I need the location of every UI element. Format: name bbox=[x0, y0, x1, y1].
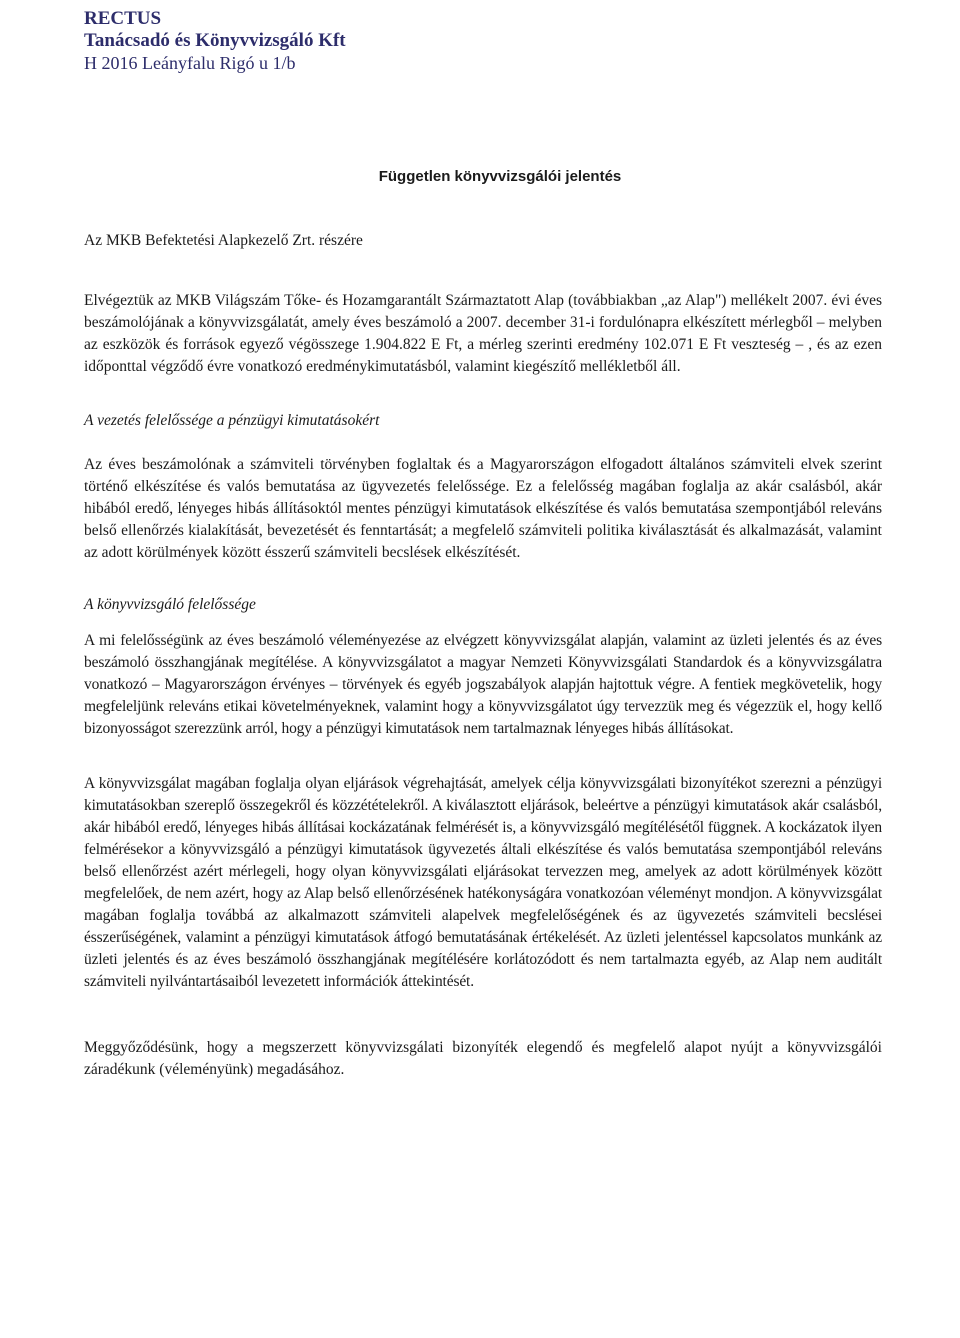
company-full-name: Tanácsadó és Könyvvizsgáló Kft bbox=[84, 30, 346, 51]
management-responsibility-heading: A vezetés felelőssége a pénzügyi kimutatásokért bbox=[84, 412, 380, 429]
report-addressee: Az MKB Befektetési Alapkezelő Zrt. részére bbox=[84, 232, 363, 249]
audit-procedures-paragraph: A könyvvizsgálat magában foglalja olyan eljárások végrehajtását, amelyek célja könyvvizsgálati bizonyítékot szerezni a pénzügyi kimutatásokban szereplő összegekről és közzétételekről. A kiválasztott eljárások, beleértve a pénzügyi kimutatások akár csalásból, akár hibából eredő, lényeges hibás állításai kockázatának felmérését is, a könyvvizsgáló megítélésétől függnek. A kockázatok ilyen felmérésekor a könyvvizsgáló a pénzügyi kimutatások ügyvezetés általi elkészítése és valós bemutatása szempontjából releváns belső ellenőrzést azért mérlegeli, hogy olyan könyvvizsgálati eljárásokat tervezzen meg, amelyek az adott körülmények között megfelelőek, de nem azért, hogy az Alap belső ellenőrzésének hatékonyságára vonatkozóan véleményt mondjon. A könyvvizsgálat magában foglalja továbbá az alkalmazott számviteli alapelvek megfelelőségének és az ügyvezetés számviteli becslései ésszerűségének, valamint a pénzügyi kimutatások átfogó bemutatásának értékelését. Az üzleti jelentéssel kapcsolatos munkánk az üzleti jelentés és az éves beszámoló összhangjának megítélésére korlátozódott és nem tartalmazta egyéb, az Alap nem auditált számviteli nyilvántartásaiból levezetett információk áttekintését. bbox=[84, 775, 882, 990]
report-title: Független könyvvizsgálói jelentés bbox=[378, 168, 622, 185]
management-responsibility-paragraph: Az éves beszámolónak a számviteli törvényben foglaltak és a Magyarországon elfogadott általános számviteli elvek szerint történő elkészítése és valós bemutatása az ügyvezetés felelőssége. Ez a felelősség magában foglalja az akár csalásból, akár hibából eredő, lényeges hibás állításoktól mentes pénzügyi kimutatások elkészítése és valós bemutatása szempontjából releváns belső ellenőrzés kialakítását, bevezetését és fenntartását; a megfelelő számviteli politika kiválasztását és alkalmazását, valamint az adott körülmények között ésszerű számviteli becslések elkészítését. bbox=[84, 456, 882, 561]
intro-paragraph: Elvégeztük az MKB Világszám Tőke- és Hozamgarantált Származtatott Alap (továbbiakban „az Alap") mellékelt 2007. évi éves beszámolójának a könyvvizsgálatát, amely éves beszámoló a 2007. december 31-i fordulónapra elkészített mérlegből – melyben az eszközök és források egyező végösszege 1.904.822 E Ft, a mérleg szerinti eredmény 102.071 E Ft veszteség – , és az ezen időponttal végződő évre vonatkozó eredménykimutatásból, valamint kiegészítő mellékletből áll. bbox=[84, 292, 882, 375]
audit-evidence-paragraph: Meggyőződésünk, hogy a megszerzett könyvvizsgálati bizonyíték elegendő és megfelelő alapot nyújt a könyvvizsgálói záradékunk (véleményünk) megadásához. bbox=[84, 1039, 882, 1078]
auditor-responsibility-paragraph: A mi felelősségünk az éves beszámoló véleményezése az elvégzett könyvvizsgálat alapján, valamint az üzleti jelentés és az éves beszámoló összhangjának megítélése. A könyvvizsgálatot a magyar Nemzeti Könyvvizsgálati Standardok és a könyvvizsgálatra vonatkozó – Magyarországon érvényes – törvények és egyéb jogszabályok alapján hajtottuk végre. A fentiek megkövetelik, hogy megfeleljünk releváns etikai követelményeknek, valamint hogy a könyvvizsgálatot úgy tervezzük meg és végezzük el, hogy kellő bizonyosságot szerezzünk arról, hogy a pénzügyi kimutatások nem tartalmaznak lényeges hibás állításokat. bbox=[84, 632, 882, 737]
auditor-responsibility-heading: A könyvvizsgáló felelőssége bbox=[84, 596, 256, 613]
letterhead bbox=[84, 8, 584, 74]
company-address: H 2016 Leányfalu Rigó u 1/b bbox=[84, 53, 296, 73]
company-name: RECTUS bbox=[84, 8, 162, 29]
